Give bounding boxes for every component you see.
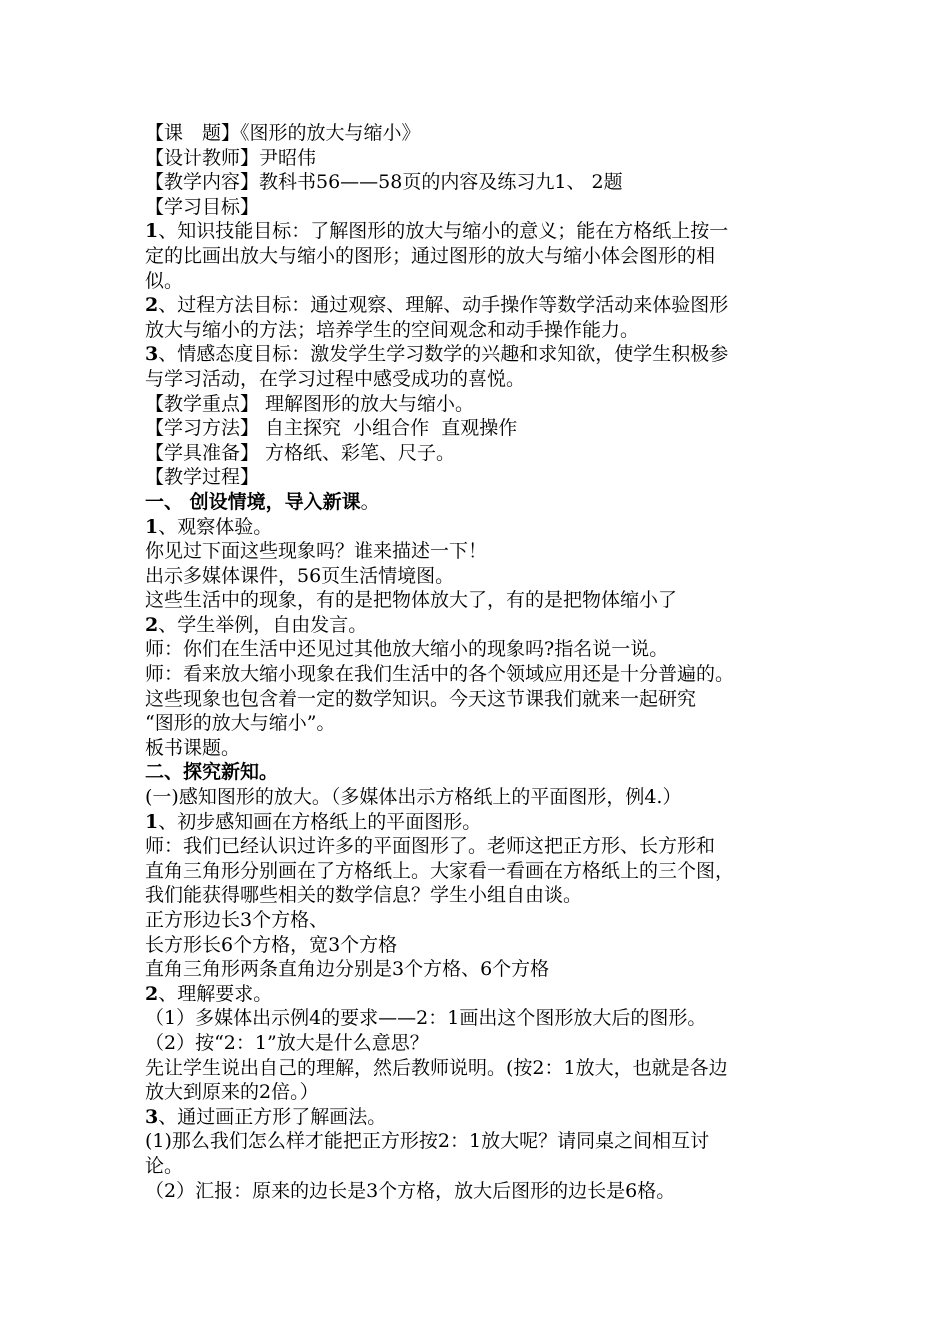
- line-text: 先让学生说出自己的理解，然后教师说明。(按2：1放大，也就是各边: [145, 1056, 728, 1079]
- text-line: [145, 367, 830, 392]
- line-text: 定的比画出放大与缩小的图形；通过图形的放大与缩小体会图形的相: [145, 244, 716, 267]
- text-line: [145, 170, 830, 195]
- line-text: 【教学内容】教科书56——58页的内容及练习九1、 2题: [145, 171, 623, 194]
- line-text: 直角三角形分别画在了方格纸上。大家看一看画在方格纸上的三个图，: [145, 859, 735, 882]
- text-line: [145, 908, 830, 933]
- line-text: (1)那么我们怎么样才能把正方形按2：1放大呢？请同桌之间相互讨: [145, 1130, 710, 1153]
- text-line: [145, 1129, 830, 1154]
- line-text: 长方形长6个方格，宽3个方格: [145, 933, 398, 956]
- line-text: 、过程方法目标：通过观察、理解、动手操作等数学活动来体验图形: [158, 294, 729, 317]
- line-text: 。: [360, 490, 380, 513]
- line-text: 这些生活中的现象，有的是把物体放大了，有的是把物体缩小了: [145, 589, 678, 612]
- line-text: (一)感知图形的放大。（多媒体出示方格纸上的平面图形，例4.）: [145, 786, 682, 809]
- text-line: [145, 1031, 830, 1056]
- text-line: [145, 219, 830, 244]
- line-lead: 3: [145, 1105, 159, 1128]
- text-line: [145, 785, 830, 810]
- line-text: 、观察体验。: [158, 515, 273, 538]
- text-line: [145, 342, 830, 367]
- line-text: 出示多媒体课件，56页生活情境图。: [145, 564, 455, 587]
- text-line: [145, 637, 830, 662]
- line-text: 、学生举例，自由发言。: [158, 613, 368, 636]
- line-text: 、理解要求。: [158, 982, 273, 1005]
- line-text: 【教学过程】: [145, 466, 260, 489]
- text-line: [145, 539, 830, 564]
- text-line: [145, 490, 830, 515]
- line-lead: 1: [145, 810, 159, 833]
- text-line: [145, 416, 830, 441]
- line-text: 、初步感知画在方格纸上的平面图形。: [158, 810, 482, 833]
- line-text: 这些现象也包含着一定的数学知识。今天这节课我们就来一起研究: [145, 687, 697, 710]
- line-text: 师：你们在生活中还见过其他放大缩小的现象吗?指名说一说。: [145, 638, 669, 661]
- line-text: 、通过画正方形了解画法。: [158, 1105, 387, 1128]
- line-lead: 2: [145, 294, 159, 317]
- text-line: [145, 1154, 830, 1179]
- line-text: （1）多媒体出示例4的要求——2：1画出这个图形放大后的图形。: [145, 1007, 707, 1030]
- text-line: [145, 933, 830, 958]
- text-line: [145, 736, 830, 761]
- text-line: [145, 957, 830, 982]
- line-text: （2）汇报：原来的边长是3个方格，放大后图形的边长是6格。: [145, 1179, 676, 1202]
- line-text: 【教学重点】 理解图形的放大与缩小。: [145, 392, 475, 415]
- line-lead: 1: [145, 515, 159, 538]
- line-lead: 3: [145, 343, 159, 366]
- text-line: [145, 121, 830, 146]
- text-line: [145, 1179, 830, 1204]
- text-line: [145, 588, 830, 613]
- line-text: 【学习方法】 自主探究 小组合作 直观操作: [145, 417, 518, 440]
- line-text: 【课 题】《图形的放大与缩小》: [145, 122, 421, 144]
- line-text: 论。: [145, 1154, 184, 1177]
- document-body: [145, 121, 830, 1203]
- text-line: [145, 859, 830, 884]
- text-line: [145, 1056, 830, 1081]
- text-line: [145, 244, 830, 269]
- line-lead: 一、 创设情境，导入新课: [145, 490, 361, 513]
- line-text: 【学习目标】: [145, 195, 260, 218]
- text-line: [145, 564, 830, 589]
- line-text: （2）按“2：1”放大是什么意思？: [145, 1031, 429, 1054]
- text-line: [145, 711, 830, 736]
- text-line: [145, 883, 830, 908]
- line-text: 我们能获得哪些相关的数学信息？学生小组自由谈。: [145, 884, 583, 907]
- line-lead: 1: [145, 220, 159, 243]
- text-line: [145, 810, 830, 835]
- line-text: 正方形边长3个方格、: [145, 909, 329, 931]
- line-text: 似。: [145, 269, 184, 292]
- text-line: [145, 662, 830, 687]
- text-line: [145, 195, 830, 220]
- text-line: [145, 269, 830, 294]
- line-text: 【学具准备】 方格纸、彩笔、尺子。: [145, 441, 456, 464]
- text-line: [145, 515, 830, 540]
- text-line: [145, 441, 830, 466]
- text-line: [145, 465, 830, 490]
- text-line: [145, 318, 830, 343]
- text-line: [145, 982, 830, 1007]
- text-line: [145, 760, 830, 785]
- line-text: 师：我们已经认识过许多的平面图形了。老师这把正方形、长方形和: [145, 835, 716, 858]
- text-line: [145, 613, 830, 638]
- text-line: [145, 834, 830, 859]
- line-text: 放大到原来的2倍。）: [145, 1081, 319, 1104]
- text-line: [145, 293, 830, 318]
- text-line: [145, 392, 830, 417]
- line-text: “图形的放大与缩小”。: [145, 712, 336, 735]
- line-lead: 2: [145, 613, 159, 636]
- text-line: [145, 146, 830, 171]
- text-line: [145, 687, 830, 712]
- line-text: 、知识技能目标：了解图形的放大与缩小的意义；能在方格纸上按一: [158, 220, 729, 243]
- line-text: 放大与缩小的方法；培养学生的空间观念和动手操作能力。: [145, 318, 640, 341]
- line-text: 你见过下面这些现象吗？谁来描述一下！: [145, 540, 488, 563]
- text-line: [145, 1006, 830, 1031]
- line-text: 【设计教师】尹昭伟: [145, 146, 317, 169]
- line-text: 直角三角形两条直角边分别是3个方格、6个方格: [145, 958, 550, 981]
- line-lead: 二、探究新知。: [145, 761, 279, 784]
- text-line: [145, 1080, 830, 1105]
- line-text: 师：看来放大缩小现象在我们生活中的各个领域应用还是十分普遍的。: [145, 663, 735, 686]
- line-text: 、情感态度目标：激发学生学习数学的兴趣和求知欲，使学生积极参: [158, 343, 729, 366]
- line-lead: 2: [145, 982, 159, 1005]
- text-line: [145, 1105, 830, 1130]
- line-text: 板书课题。: [145, 736, 241, 759]
- line-text: 与学习活动，在学习过程中感受成功的喜悦。: [145, 367, 526, 390]
